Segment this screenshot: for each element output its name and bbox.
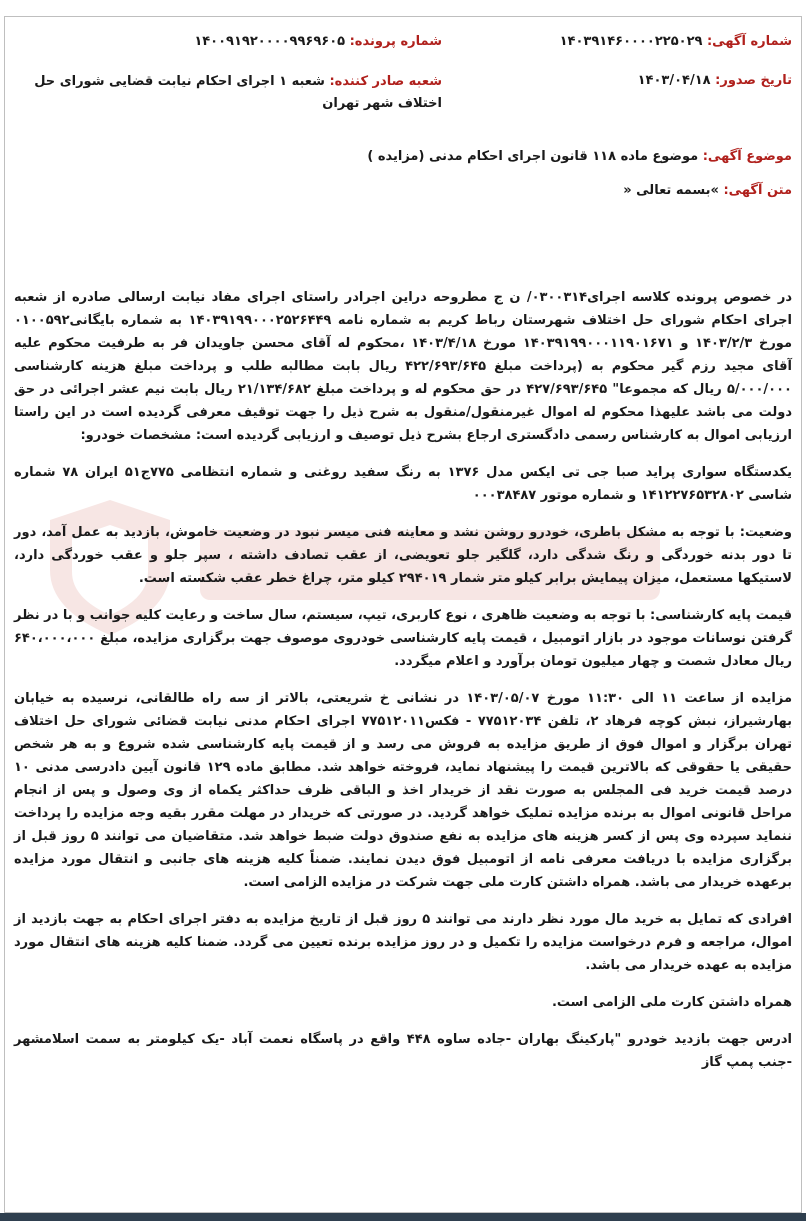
issue-date-row	[638, 73, 792, 88]
bottom-strip	[0, 1213, 806, 1221]
subject-row	[367, 149, 792, 164]
case-number-row	[194, 34, 442, 49]
ad-body	[14, 286, 792, 1088]
paragraph-base-price: قیمت پایه کارشناسی: با توجه به وضعیت ظاهری ، نوع کاربری، تیپ، سیستم، سال ساخت و رعایت کلیه جوانب و با در نظر گرفتن نوسانات موجود در بازار اتومبیل ، قیمت پایه کارشناسی خودروی موصوف جهت برگزاری مزایده، مبلغ ۶۴۰،۰۰۰،۰۰۰ ریال معادل شصت و چهار میلیون تومان برآورد و اعلام میگردد.	[14, 608, 792, 669]
ad-text-row	[623, 183, 792, 198]
case-number-value: ۱۴۰۰۹۱۹۲۰۰۰۰۹۹۶۹۶۰۵	[194, 34, 346, 49]
ad-number-label: شماره آگهی:	[706, 34, 792, 49]
ad-text-label: متن آگهی:	[723, 183, 792, 198]
ad-text-value: »بسمه تعالی «	[623, 183, 719, 198]
paragraph-visit-info: افرادی که تمایل به خرید مال مورد نظر دارند می توانند ۵ روز قبل از تاریخ مزایده به دفتر اجرای احکام به جهت بازدید از اموال، مراجعه و فرم درخواست مزایده را تکمیل و در روز مزایده برنده تعیین می گردد. ضمنا کلیه هزینه های انتقال مورد مزایده به عهده خریدار می باشد.	[14, 912, 792, 973]
subject-label: موضوع آگهی:	[702, 149, 792, 164]
paragraph-visit-address: ادرس جهت بازدید خودرو "پارکینگ بهاران -جاده ساوه ۴۴۸ واقع در پاسگاه نعمت آباد -یک کیلومتر به سمت اسلامشهر -جنب پمپ گاز	[14, 1032, 792, 1070]
issuing-branch-label: شعبه صادر کننده:	[329, 74, 442, 89]
paragraph-vehicle-spec: یکدستگاه سواری پراید صبا جی تی ایکس مدل ۱۳۷۶ به رنگ سفید روغنی و شماره انتظامی ۷۷۵ج۵۱ ایران ۷۸ شماره شاسی ۱۴۱۲۲۷۶۵۳۲۸۰۲ و شماره موتور ۰۰۰۳۸۴۸۷	[14, 465, 792, 503]
paragraph-auction-terms: مزایده از ساعت ۱۱ الی ۱۱:۳۰ مورخ ۱۴۰۳/۰۵/۰۷ در نشانی خ شریعتی، بالاتر از سه راه طالقانی، نرسیده به خیابان بهارشیراز، نبش کوچه فرهاد ۲، تلفن ۷۷۵۱۲۰۳۴ - فکس۷۷۵۱۲۰۱۱ اجرای احکام مدنی نیابت قضائی شورای حل اختلاف تهران برگزار و اموال فوق از طریق مزایده به فروش می رسد و از قیمت پایه کارشناسی شده شروع و به هر شخص حقیقی یا حقوقی که بالاترین قیمت را پیشنهاد نماید، فروخته خواهد شد. مطابق ماده ۱۲۹ قانون آیین دادرسی مدنی ۱۰ درصد قیمت خرید فی المجلس به صورت نقد از خریدار اخذ و الباقی ظرف حداکثر یکماه از وی وصول و پس از انجام مراحل قانونی اموال به برنده مزایده تملیک خواهد گردید. در صورتی که خریدار در مهلت مقرر بقیه وجه مزایده را پرداخت ننماید سپرده وی پس از کسر هزینه های مزایده به نفع صندوق دولت ضبط خواهد شد. متقاضیان می توانند ۵ روز قبل از برگزاری مزایده با دریافت معرفی نامه از اتومبیل فوق دیدن نمایند. ضمناً کلیه هزینه های جانبی و انتقال مورد مزایده برعهده خریدار می باشد. همراه داشتن کارت ملی جهت شرکت در مزایده الزامی است.	[14, 691, 792, 890]
paragraph-case-details: در خصوص پرونده کلاسه اجرای۰۳۰۰۳۱۴/ ن ج مطروحه دراین اجرادر راستای اجرای مفاد نیابت ارسالی صادره از شعبه اجرای احکام شورای حل اختلاف شهرستان رباط کریم به شماره نامه ۱۴۰۳۹۱۹۹۰۰۰۲۵۲۶۴۴۹ به شماره بایگانی۰۱۰۰۵۹۲ مورخ ۱۴۰۳/۲/۳ و ۱۴۰۳۹۱۹۹۰۰۰۱۱۹۰۱۶۷۱ مورخ ۱۴۰۳/۴/۱۸ ،محکوم له آقای محسن جاویدان فر به طرفیت محکوم علیه آقای مجید رزم گیر محکوم به (پرداخت مبلغ ۴۲۲/۶۹۳/۶۴۵ ریال بابت مطالبه طلب و پرداخت مبلغ هزینه کارشناسی ۵/۰۰۰/۰۰۰ ریال که مجموعا" ۴۲۷/۶۹۳/۶۴۵ در حق محکوم له و پرداخت مبلغ ۲۱/۱۳۴/۶۸۲ ریال بابت نیم عشر اجرائی در حق دولت می باشد علیهذا محکوم له اموال غیرمنقول/منقول به شرح ذیل را جهت توقیف معرفی گردیده است در این راستا ارزیابی اموال به کارشناس رسمی دادگستری ارجاع بشرح ذیل توصیف و ارزیابی گردیده است: مشخصات خودرو:	[14, 290, 793, 443]
issuing-branch-value: شعبه ۱ اجرای احکام نیابت قضایی شورای حل اختلاف شهر تهران	[34, 74, 442, 111]
subject-value: موضوع ماده ۱۱۸ قانون اجرای احکام مدنی (مزایده )	[367, 149, 699, 164]
paragraph-vehicle-condition: وضعیت: با توجه به مشکل باطری، خودرو روشن نشد و معاینه فنی میسر نبود در وضعیت خاموش، بازدید به عمل آمد، دور تا دور بدنه خوردگی و رنگ شدگی دارد، گلگیر جلو تعویضی، از عقب تصادف داشته ، سپر جلو و عقب خوردگی دارد، لاستیکها مستعمل، میزان پیمایش برابر کیلو متر شمار ۲۹۴۰۱۹ کیلو متر، چراغ خطر عقب شکسته است.	[14, 525, 792, 586]
paragraph-national-id-required: همراه داشتن کارت ملی الزامی است.	[551, 995, 792, 1010]
ad-number-value: ۱۴۰۳۹۱۴۶۰۰۰۰۲۲۵۰۲۹	[559, 34, 703, 49]
issue-date-value: ۱۴۰۳/۰۴/۱۸	[637, 73, 711, 88]
ad-number-row	[560, 34, 792, 49]
issue-date-label: تاریخ صدور:	[715, 73, 792, 88]
case-number-label: شماره پرونده:	[349, 34, 442, 49]
issuing-branch-row	[22, 71, 442, 115]
